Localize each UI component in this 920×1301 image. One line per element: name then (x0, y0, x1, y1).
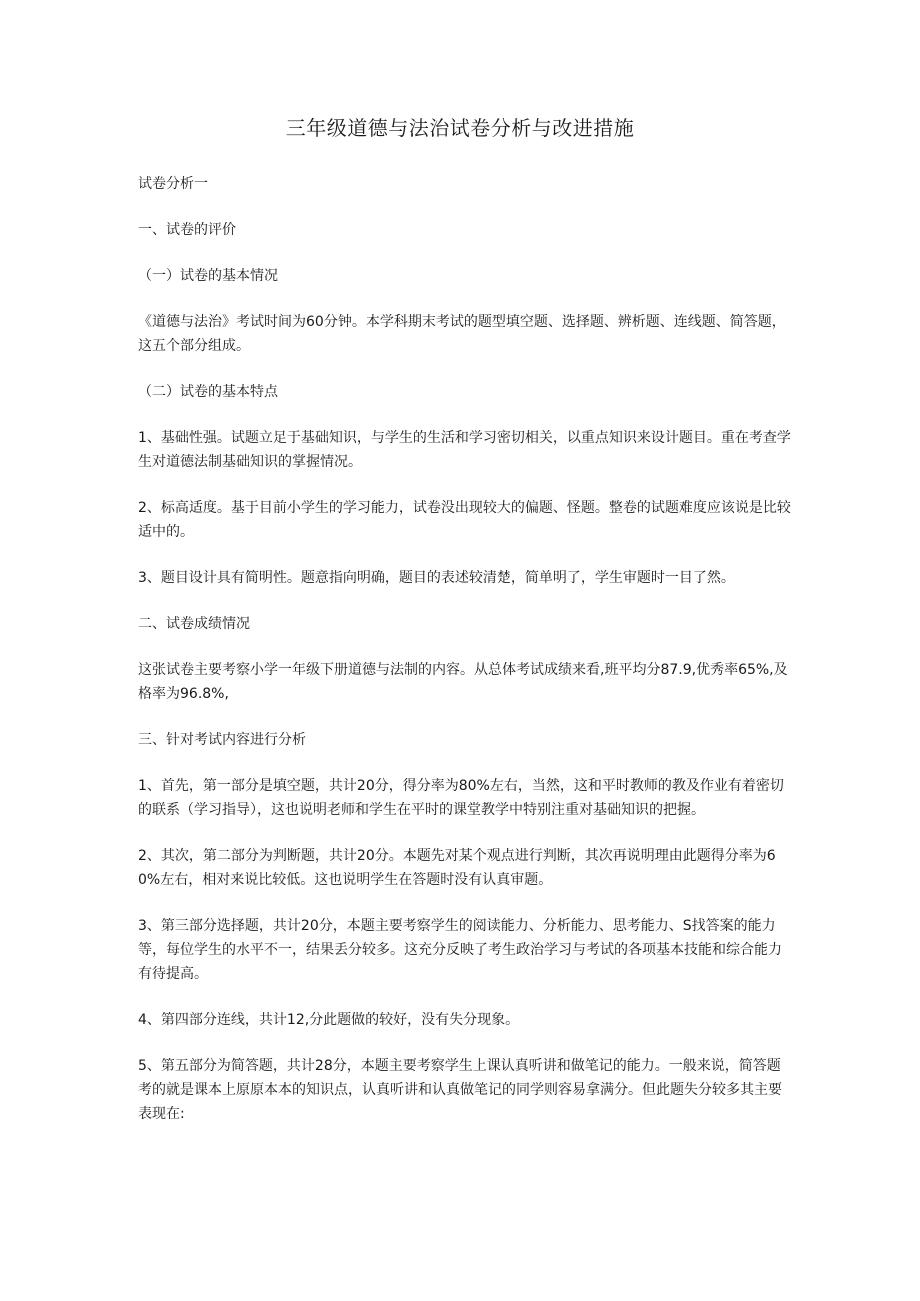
document-title: 三年级道德与法治试卷分析与改进措施 (285, 116, 635, 140)
section-label-analysis-one: 试卷分析一 (138, 176, 208, 192)
paragraph-analysis-2: 2、其次，第二部分为判断题，共计20分。本题先对某个观点进行判断，其次再说明理由此题得分率为60%左右，相对来说比较低。这也说明学生在答题时没有认真审题。 (138, 848, 776, 888)
subheading-basic-features: （二）试卷的基本特点 (138, 384, 278, 400)
paragraph-analysis-5: 5、第五部分为简答题，共计28分，本题主要考察学生上课认真听讲和做笔记的能力。一般来说，简答题考的就是课本上原原本本的知识点，认真听讲和认真做笔记的同学则容易拿满分。但此题失分较多其主要表现在: (138, 1058, 782, 1122)
paragraph-analysis-4: 4、第四部分连线，共计12,分此题做的较好，没有失分现象。 (138, 1012, 520, 1028)
heading-paper-evaluation: 一、试卷的评价 (138, 222, 236, 238)
paragraph-score-summary: 这张试卷主要考察小学一年级下册道德与法制的内容。从总体考试成绩来看,班平均分87.9,优秀率65%,及格率为96.8%, (138, 662, 788, 702)
paragraph-analysis-3: 3、第三部分选择题，共计20分，本题主要考察学生的阅读能力、分析能力、思考能力、S找答案的能力等，每位学生的水平不一，结果丢分较多。这充分反映了考生政治学习与考试的各项基本技能和综合能力有待提高。 (138, 918, 782, 982)
paragraph-feature-1: 1、基础性强。试题立足于基础知识，与学生的生活和学习密切相关，以重点知识来设计题目。重在考查学生对道德法制基础知识的掌握情况。 (138, 430, 791, 470)
subheading-basic-situation: （一）试卷的基本情况 (138, 268, 278, 284)
paragraph-feature-2: 2、标高适度。基于目前小学生的学习能力，试卷没出现较大的偏题、怪题。整卷的试题难度应该说是比较适中的。 (138, 500, 791, 540)
document-body (138, 172, 793, 1148)
heading-content-analysis: 三、针对考试内容进行分析 (138, 732, 306, 748)
paragraph-feature-3: 3、题目设计具有简明性。题意指向明确，题目的表述较清楚，简单明了，学生审题时一目了然。 (138, 570, 735, 586)
paragraph-exam-format: 《道德与法治》考试时间为60分钟。本学科期末考试的题型填空题、选择题、辨析题、连线题、简答题，这五个部分组成。 (138, 314, 786, 354)
paragraph-analysis-1: 1、首先，第一部分是填空题，共计20分，得分率为80%左右，当然，这和平时教师的教及作业有着密切的联系（学习指导），这也说明老师和学生在平时的课堂教学中特别注重对基础知识的把握。 (138, 778, 784, 818)
heading-score-situation: 二、试卷成绩情况 (138, 616, 250, 632)
